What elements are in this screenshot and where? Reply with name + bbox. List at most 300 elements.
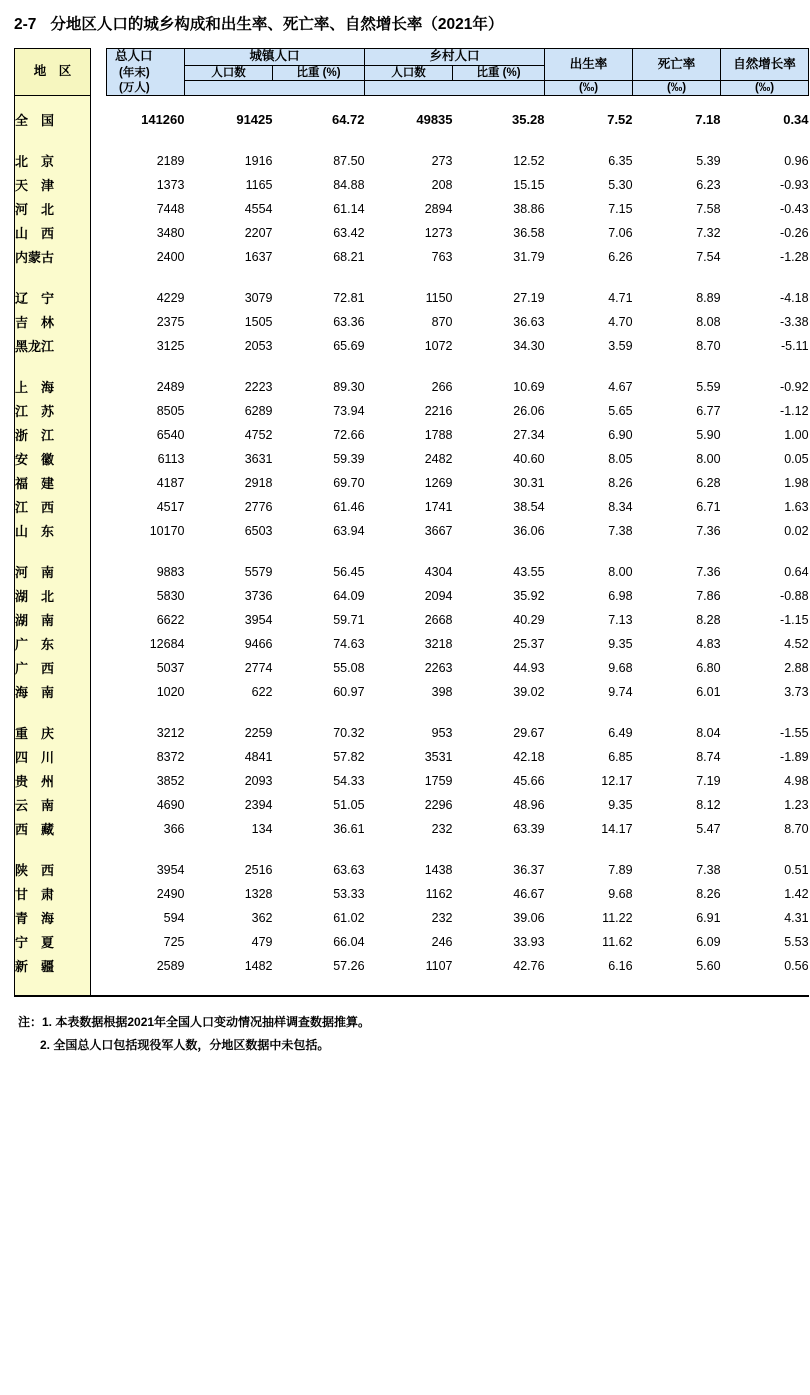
urban-share-cell: 63.94: [333, 523, 365, 538]
natural-growth-cell: -3.38: [780, 314, 809, 329]
table-row: [15, 906, 809, 930]
region-cell: 新 疆: [15, 954, 91, 978]
natural-growth-cell: 0.56: [784, 958, 809, 973]
region-cell: 全 国: [15, 108, 91, 132]
rural-share-cell: 38.86: [513, 201, 545, 216]
header-total-pop: 总人口: [107, 49, 185, 66]
natural-growth-cell: 1.42: [784, 886, 809, 901]
table-row: [15, 286, 809, 310]
rural-share-cell: 44.93: [513, 660, 545, 675]
total-population-cell: 2589: [156, 958, 185, 973]
natural-growth-cell: 4.31: [784, 910, 809, 925]
rural-population-cell: 4304: [424, 564, 453, 579]
urban-population-cell: 2053: [244, 338, 273, 353]
table-row: [15, 632, 809, 656]
urban-share-cell: 69.70: [333, 475, 365, 490]
death-rate-cell: 8.70: [696, 338, 721, 353]
total-population-cell: 594: [163, 910, 185, 925]
total-population-cell: 10170: [149, 523, 185, 538]
rural-population-cell: 208: [431, 177, 453, 192]
birth-rate-cell: 7.06: [608, 225, 633, 240]
urban-share-cell: 56.45: [333, 564, 365, 579]
region-cell: 青 海: [15, 906, 91, 930]
table-row: [15, 930, 809, 954]
birth-rate-cell: 7.38: [608, 523, 633, 538]
rural-share-cell: 33.93: [513, 934, 545, 949]
header-rural: 乡村人口: [365, 49, 545, 66]
urban-population-cell: 1165: [245, 177, 273, 192]
birth-rate-cell: 12.17: [601, 773, 633, 788]
spacer-row: [15, 841, 809, 858]
total-population-cell: 6540: [156, 427, 185, 442]
total-population-cell: 4690: [156, 797, 185, 812]
urban-share-cell: 87.50: [333, 153, 365, 168]
urban-population-cell: 4752: [244, 427, 273, 442]
rural-population-cell: 1741: [424, 499, 453, 514]
urban-population-cell: 2093: [244, 773, 273, 788]
rural-share-cell: 40.29: [513, 612, 545, 627]
table-row: [15, 560, 809, 584]
header-birth-rate: 出生率: [545, 49, 633, 81]
rural-population-cell: 3531: [424, 749, 453, 764]
table-header: [15, 49, 809, 96]
total-population-cell: 3125: [156, 338, 185, 353]
natural-growth-cell: -1.12: [780, 403, 809, 418]
rural-population-cell: 1150: [425, 290, 453, 305]
region-cell: 天 津: [15, 173, 91, 197]
rural-share-cell: 45.66: [513, 773, 545, 788]
rural-population-cell: 953: [431, 725, 453, 740]
natural-growth-cell: 1.00: [784, 427, 809, 442]
rural-share-cell: 27.34: [513, 427, 545, 442]
birth-rate-cell: 7.15: [608, 201, 633, 216]
birth-rate-cell: 11.22: [602, 910, 633, 925]
region-cell: 北 京: [15, 149, 91, 173]
natural-growth-cell: 3.73: [784, 684, 809, 699]
death-rate-cell: 7.58: [696, 201, 721, 216]
region-cell: 福 建: [15, 471, 91, 495]
natural-growth-cell: 0.02: [784, 523, 809, 538]
table-row: [15, 108, 809, 132]
rural-share-cell: 29.67: [513, 725, 545, 740]
death-rate-cell: 6.23: [696, 177, 721, 192]
death-rate-cell: 8.04: [696, 725, 721, 740]
urban-share-cell: 59.39: [333, 451, 365, 466]
header-total-pop-sub2: (万人): [107, 81, 185, 96]
table-row: [15, 334, 809, 358]
rural-population-cell: 3218: [424, 636, 453, 651]
urban-population-cell: 134: [251, 821, 273, 836]
header-death-rate: 死亡率: [633, 49, 721, 81]
region-cell: 吉 林: [15, 310, 91, 334]
urban-share-cell: 61.02: [333, 910, 365, 925]
header-rural-count: 人口数: [365, 65, 453, 80]
rural-population-cell: 2296: [424, 797, 453, 812]
urban-share-cell: 70.32: [333, 725, 365, 740]
death-rate-cell: 6.80: [696, 660, 721, 675]
region-cell-blank: [15, 132, 91, 149]
spacer-row: [15, 132, 809, 149]
urban-share-cell: 57.82: [333, 749, 365, 764]
table-row: [15, 399, 809, 423]
natural-growth-cell: -0.26: [780, 225, 809, 240]
birth-rate-cell: 9.74: [608, 684, 633, 699]
natural-growth-cell: -4.18: [780, 290, 809, 305]
population-table: [14, 48, 809, 997]
rural-population-cell: 2263: [424, 660, 453, 675]
table-row: [15, 817, 809, 841]
natural-growth-cell: 8.70: [784, 821, 809, 836]
rural-share-cell: 36.37: [513, 862, 545, 877]
urban-share-cell: 63.42: [333, 225, 365, 240]
total-population-cell: 8372: [156, 749, 185, 764]
header-growth-unit: (‰): [721, 81, 809, 96]
death-rate-cell: 6.28: [696, 475, 721, 490]
urban-population-cell: 1916: [244, 153, 273, 168]
natural-growth-cell: 0.34: [783, 112, 809, 128]
birth-rate-cell: 6.98: [608, 588, 633, 603]
total-population-cell: 3212: [156, 725, 185, 740]
region-cell: 内蒙古: [15, 245, 91, 269]
region-cell-blank: [15, 978, 91, 996]
rural-population-cell: 1072: [424, 338, 453, 353]
rural-share-cell: 42.18: [513, 749, 545, 764]
natural-growth-cell: -0.93: [780, 177, 809, 192]
table-notes: [18, 1011, 802, 1057]
urban-population-cell: 3736: [244, 588, 273, 603]
table-row: [15, 310, 809, 334]
rural-population-cell: 3667: [424, 523, 453, 538]
region-cell: 广 东: [15, 632, 91, 656]
urban-population-cell: 2918: [244, 475, 273, 490]
urban-share-cell: 84.88: [333, 177, 365, 192]
total-population-cell: 6113: [157, 451, 185, 466]
urban-population-cell: 1505: [244, 314, 273, 329]
urban-share-cell: 55.08: [333, 660, 365, 675]
natural-growth-cell: 1.23: [784, 797, 809, 812]
urban-share-cell: 89.30: [333, 379, 365, 394]
region-cell-blank: [15, 96, 91, 108]
table-row: [15, 793, 809, 817]
natural-growth-cell: 4.52: [784, 636, 809, 651]
table-row: [15, 745, 809, 769]
total-population-cell: 6622: [156, 612, 185, 627]
region-cell: 浙 江: [15, 423, 91, 447]
rural-share-cell: 48.96: [513, 797, 545, 812]
total-population-cell: 366: [163, 821, 185, 836]
table-row: [15, 608, 809, 632]
region-cell: 安 徽: [15, 447, 91, 471]
region-cell: 西 藏: [15, 817, 91, 841]
birth-rate-cell: 6.90: [608, 427, 633, 442]
death-rate-cell: 8.74: [696, 749, 721, 764]
header-total-pop-sub1: (年末): [107, 65, 185, 80]
birth-rate-cell: 3.59: [608, 338, 633, 353]
table-row: [15, 584, 809, 608]
natural-growth-cell: 4.98: [784, 773, 809, 788]
total-population-cell: 12684: [149, 636, 185, 651]
note-2: 2. 全国总人口包括现役军人数，分地区数据中未包括。: [40, 1037, 330, 1052]
table-title-text: 分地区人口的城乡构成和出生率、死亡率、自然增长率（2021年）: [50, 16, 504, 33]
urban-share-cell: 61.14: [333, 201, 365, 216]
spacer-row: [15, 358, 809, 375]
urban-share-cell: 51.05: [333, 797, 365, 812]
rural-share-cell: 39.02: [513, 684, 545, 699]
region-cell: 江 苏: [15, 399, 91, 423]
rural-share-cell: 15.15: [513, 177, 545, 192]
table-row: [15, 149, 809, 173]
death-rate-cell: 8.89: [696, 290, 721, 305]
death-rate-cell: 6.71: [696, 499, 721, 514]
urban-share-cell: 63.63: [333, 862, 365, 877]
birth-rate-cell: 9.68: [608, 886, 633, 901]
rural-population-cell: 2894: [424, 201, 453, 216]
table-row: [15, 471, 809, 495]
urban-population-cell: 5579: [244, 564, 273, 579]
rural-population-cell: 2094: [424, 588, 453, 603]
birth-rate-cell: 9.35: [608, 636, 633, 651]
rural-population-cell: 232: [431, 910, 453, 925]
header-death-unit: (‰): [633, 81, 721, 96]
table-row: [15, 769, 809, 793]
urban-population-cell: 4841: [244, 749, 273, 764]
rural-population-cell: 1438: [424, 862, 453, 877]
natural-growth-cell: -0.92: [780, 379, 809, 394]
region-cell: 黑龙江: [15, 334, 91, 358]
natural-growth-cell: 0.64: [784, 564, 809, 579]
rural-share-cell: 38.54: [513, 499, 545, 514]
death-rate-cell: 7.54: [696, 249, 721, 264]
rural-population-cell: 266: [431, 379, 453, 394]
urban-share-cell: 60.97: [333, 684, 365, 699]
region-cell: 湖 南: [15, 608, 91, 632]
rural-share-cell: 31.79: [513, 249, 545, 264]
total-population-cell: 2490: [156, 886, 185, 901]
rural-share-cell: 40.60: [513, 451, 545, 466]
table-bottom-row: [15, 978, 809, 996]
natural-growth-cell: -1.55: [780, 725, 809, 740]
death-rate-cell: 8.26: [696, 886, 721, 901]
table-row: [15, 221, 809, 245]
death-rate-cell: 8.08: [696, 314, 721, 329]
region-cell: 湖 北: [15, 584, 91, 608]
rural-share-cell: 34.30: [513, 338, 545, 353]
rural-share-cell: 46.67: [513, 886, 545, 901]
rural-share-cell: 43.55: [513, 564, 545, 579]
urban-population-cell: 6289: [244, 403, 273, 418]
table-row: [15, 882, 809, 906]
urban-population-cell: 362: [251, 910, 273, 925]
natural-growth-cell: 5.53: [784, 934, 809, 949]
table-row: [15, 245, 809, 269]
death-rate-cell: 5.60: [696, 958, 721, 973]
death-rate-cell: 6.77: [696, 403, 721, 418]
total-population-cell: 9883: [156, 564, 185, 579]
natural-growth-cell: 0.51: [784, 862, 809, 877]
table-row: [15, 447, 809, 471]
rural-population-cell: 763: [431, 249, 453, 264]
death-rate-cell: 5.47: [696, 821, 721, 836]
urban-population-cell: 479: [251, 934, 273, 949]
rural-population-cell: 49835: [416, 112, 453, 128]
urban-share-cell: 64.09: [333, 588, 365, 603]
header-urban: 城镇人口: [185, 49, 365, 66]
header-rural-unit: [365, 81, 545, 96]
spacer-row: [15, 704, 809, 721]
region-cell: 广 西: [15, 656, 91, 680]
natural-growth-cell: -5.11: [780, 338, 809, 353]
rural-population-cell: 232: [431, 821, 453, 836]
rural-share-cell: 35.28: [511, 112, 545, 128]
natural-growth-cell: 1.63: [784, 499, 809, 514]
urban-population-cell: 1482: [244, 958, 273, 973]
rural-share-cell: 63.39: [513, 821, 545, 836]
spacer-row: [15, 96, 809, 108]
total-population-cell: 2375: [156, 314, 185, 329]
urban-share-cell: 54.33: [333, 773, 365, 788]
birth-rate-cell: 8.34: [608, 499, 633, 514]
total-population-cell: 2189: [156, 153, 185, 168]
birth-rate-cell: 5.65: [608, 403, 633, 418]
urban-share-cell: 57.26: [333, 958, 365, 973]
birth-rate-cell: 8.05: [608, 451, 633, 466]
rural-share-cell: 25.37: [513, 636, 545, 651]
table-row: [15, 519, 809, 543]
total-population-cell: 3852: [156, 773, 185, 788]
urban-population-cell: 622: [251, 684, 273, 699]
death-rate-cell: 8.00: [696, 451, 721, 466]
rural-share-cell: 42.76: [513, 958, 545, 973]
table-body: [15, 96, 809, 996]
birth-rate-cell: 6.35: [608, 153, 633, 168]
urban-population-cell: 1637: [244, 249, 273, 264]
spacer-row: [15, 269, 809, 286]
birth-rate-cell: 5.30: [608, 177, 633, 192]
natural-growth-cell: -1.89: [780, 749, 809, 764]
death-rate-cell: 6.09: [696, 934, 721, 949]
total-population-cell: 3480: [156, 225, 185, 240]
rural-population-cell: 2216: [424, 403, 453, 418]
region-cell: 河 南: [15, 560, 91, 584]
rural-share-cell: 36.06: [513, 523, 545, 538]
rural-population-cell: 398: [431, 684, 453, 699]
death-rate-cell: 7.86: [696, 588, 721, 603]
table-row: [15, 197, 809, 221]
urban-share-cell: 64.72: [331, 112, 365, 128]
rural-population-cell: 1162: [425, 886, 453, 901]
urban-population-cell: 3631: [244, 451, 273, 466]
header-birth-unit: (‰): [545, 81, 633, 96]
total-population-cell: 725: [163, 934, 185, 949]
rural-population-cell: 1269: [424, 475, 453, 490]
region-cell: 辽 宁: [15, 286, 91, 310]
table-number: 2-7: [14, 16, 37, 33]
urban-population-cell: 2774: [244, 660, 273, 675]
region-cell: 山 西: [15, 221, 91, 245]
header-urban-unit: [185, 81, 365, 96]
rural-population-cell: 1788: [424, 427, 453, 442]
natural-growth-cell: -0.43: [780, 201, 809, 216]
natural-growth-cell: -0.88: [780, 588, 809, 603]
urban-share-cell: 63.36: [333, 314, 365, 329]
rural-share-cell: 30.31: [513, 475, 545, 490]
urban-share-cell: 61.46: [333, 499, 365, 514]
region-cell-blank: [15, 704, 91, 721]
natural-growth-cell: 2.88: [784, 660, 809, 675]
death-rate-cell: 7.18: [695, 112, 721, 128]
death-rate-cell: 4.83: [696, 636, 721, 651]
total-population-cell: 2489: [156, 379, 185, 394]
total-population-cell: 7448: [156, 201, 185, 216]
rural-population-cell: 273: [431, 153, 453, 168]
region-cell: 山 东: [15, 519, 91, 543]
birth-rate-cell: 4.67: [608, 379, 633, 394]
birth-rate-cell: 7.89: [608, 862, 633, 877]
rural-share-cell: 36.63: [513, 314, 545, 329]
birth-rate-cell: 11.62: [602, 934, 633, 949]
region-cell-blank: [15, 841, 91, 858]
death-rate-cell: 8.28: [696, 612, 721, 627]
table-row: [15, 423, 809, 447]
total-population-cell: 3954: [156, 862, 185, 877]
region-cell: 四 川: [15, 745, 91, 769]
urban-share-cell: 72.66: [333, 427, 365, 442]
spacer-row: [15, 543, 809, 560]
total-population-cell: 5037: [156, 660, 185, 675]
natural-growth-cell: 0.96: [784, 153, 809, 168]
death-rate-cell: 7.38: [696, 862, 721, 877]
region-cell: 云 南: [15, 793, 91, 817]
region-cell: 河 北: [15, 197, 91, 221]
rural-population-cell: 246: [431, 934, 453, 949]
urban-population-cell: 4554: [244, 201, 273, 216]
header-spacer: [91, 49, 107, 96]
urban-population-cell: 2259: [244, 725, 273, 740]
death-rate-cell: 7.32: [696, 225, 721, 240]
rural-share-cell: 12.52: [513, 153, 545, 168]
death-rate-cell: 5.59: [696, 379, 721, 394]
rural-share-cell: 10.69: [513, 379, 545, 394]
rural-population-cell: 2482: [424, 451, 453, 466]
table-row: [15, 173, 809, 197]
urban-population-cell: 2207: [244, 225, 273, 240]
urban-population-cell: 2776: [244, 499, 273, 514]
natural-growth-cell: -1.15: [780, 612, 809, 627]
total-population-cell: 4517: [156, 499, 185, 514]
birth-rate-cell: 6.26: [608, 249, 633, 264]
total-population-cell: 1020: [156, 684, 185, 699]
urban-population-cell: 2223: [244, 379, 273, 394]
birth-rate-cell: 14.17: [601, 821, 633, 836]
total-population-cell: 2400: [156, 249, 185, 264]
region-cell: 贵 州: [15, 769, 91, 793]
header-region: 地 区: [15, 49, 91, 96]
birth-rate-cell: 9.35: [608, 797, 633, 812]
death-rate-cell: 7.36: [696, 523, 721, 538]
rural-share-cell: 27.19: [513, 290, 545, 305]
rural-population-cell: 870: [431, 314, 453, 329]
urban-share-cell: 36.61: [333, 821, 365, 836]
header-natural-growth: 自然增长率: [721, 49, 809, 81]
rural-population-cell: 1759: [424, 773, 453, 788]
table-row: [15, 656, 809, 680]
urban-population-cell: 9466: [244, 636, 273, 651]
birth-rate-cell: 9.68: [608, 660, 633, 675]
birth-rate-cell: 4.71: [608, 290, 633, 305]
urban-population-cell: 2394: [244, 797, 273, 812]
total-population-cell: 4229: [156, 290, 185, 305]
urban-population-cell: 1328: [244, 886, 273, 901]
